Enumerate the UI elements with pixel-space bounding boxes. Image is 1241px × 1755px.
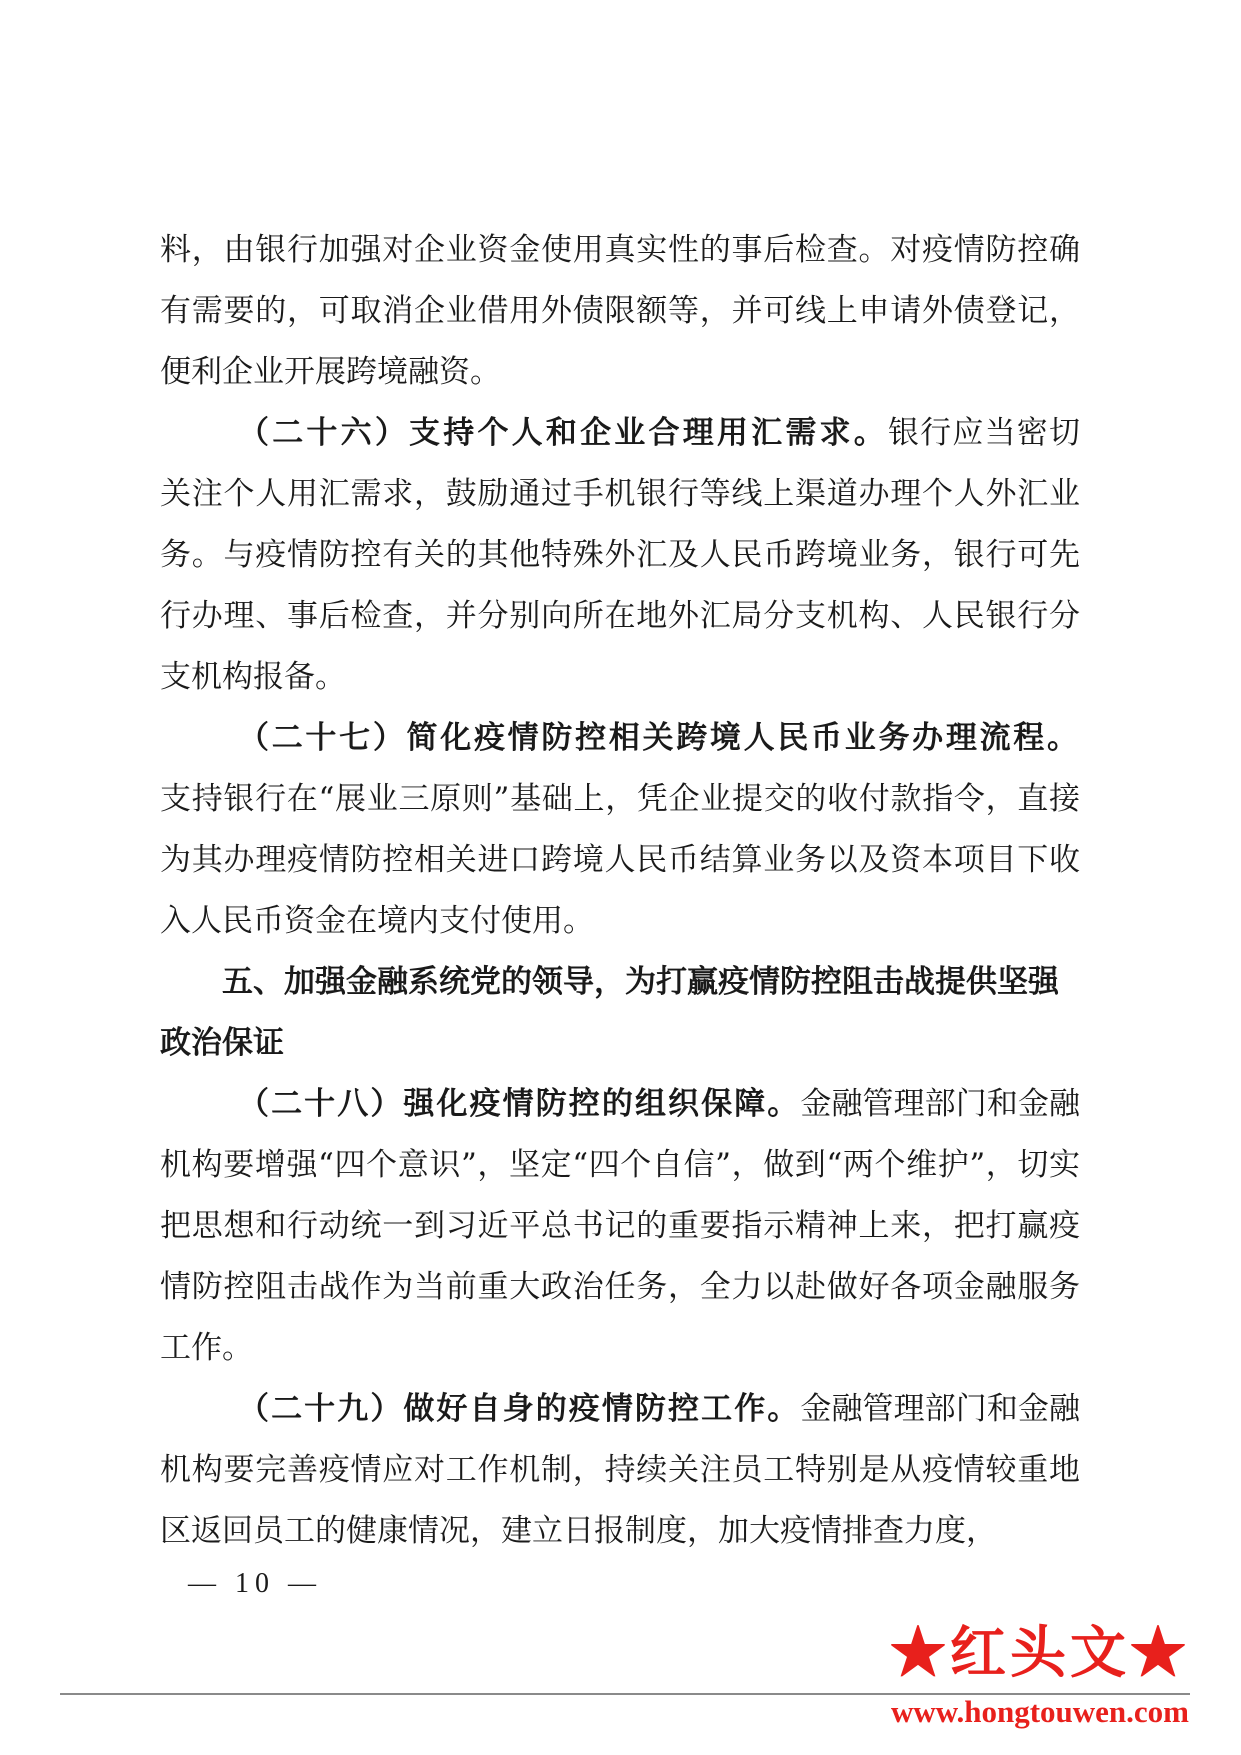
paragraph-text: 金融管理部门和金融机构要增强“四个意识”，坚定“四个自信”，做到“两个维护”，切实把思想和行动统一到习近平总书记的重要指示精神上来，把打赢疫情防控阻击战作为当前重大政治任务，全力以赴做好各项金融服务工作。 [160, 1086, 1080, 1366]
item-heading: （二十七）简化疫情防控相关跨境人民币业务办理流程。 [238, 720, 1080, 756]
paragraph-text: 支持银行在“展业三原则”基础上，凭企业提交的收付款指令，直接为其办理疫情防控相关进口跨境人民币结算业务以及资本项目下收入人民币资金在境内支付使用。 [160, 781, 1080, 939]
paragraph-item-29 [160, 1379, 1080, 1562]
item-heading: （二十六）支持个人和企业合理用汇需求。 [238, 415, 888, 451]
paragraph-text: 金融管理部门和金融机构要完善疫情应对工作机制，持续关注员工特别是从疫情较重地区返回员工的健康情况，建立日报制度，加大疫情排查力度， [160, 1391, 1080, 1549]
site-watermark [860, 1620, 1220, 1750]
paragraph-item-27 [160, 708, 1080, 952]
watermark-logo-text: ★红头文★ [890, 1620, 1190, 1686]
paragraph-text: 银行应当密切关注个人用汇需求，鼓励通过手机银行等线上渠道办理个人外汇业务。与疫情防控有关的其他特殊外汇及人民币跨境业务，银行可先行办理、事后检查，并分别向所在地外汇局分支机构、人民银行分支机构报备。 [160, 415, 1081, 695]
paragraph-item-28 [160, 1074, 1080, 1379]
paragraph-item-26 [160, 403, 1080, 708]
item-heading: （二十八）强化疫情防控的组织保障。 [238, 1086, 801, 1122]
section-heading-5: 五、加强金融系统党的领导，为打赢疫情防控阻击战提供坚强政治保证 [160, 964, 1059, 1061]
document-body [160, 220, 1080, 1562]
page-number: — 10 — [188, 1568, 322, 1599]
paragraph-text: 料，由银行加强对企业资金使用真实性的事后检查。对疫情防控确有需要的，可取消企业借用外债限额等，并可线上申请外债登记，便利企业开展跨境融资。 [160, 232, 1080, 390]
paragraph-continued [160, 220, 1080, 403]
watermark-url: www.hongtouwen.com [891, 1694, 1189, 1729]
item-heading: （二十九）做好自身的疫情防控工作。 [238, 1391, 801, 1427]
